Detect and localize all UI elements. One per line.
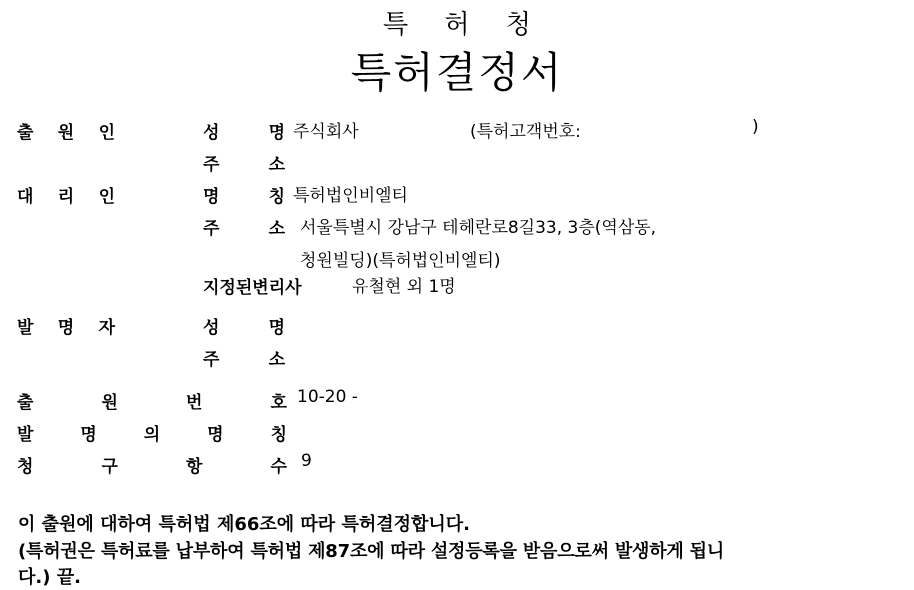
- claims-count: 9: [301, 451, 312, 471]
- inventor-name-label: 성 명: [203, 318, 285, 338]
- office-name: 특 허 청: [383, 10, 545, 40]
- customer-number-label: (특허고객번호:: [470, 122, 581, 142]
- claims-count-label: 청 구 항 수: [17, 457, 287, 477]
- attorney-label: 지정된변리사: [203, 278, 302, 298]
- decision-line-1: 이 출원에 대하여 특허법 제66조에 따라 특허결정합니다.: [18, 514, 471, 535]
- applicant-label: 출 원 인: [17, 123, 115, 143]
- customer-number-close: ): [752, 117, 759, 137]
- inventor-label: 발 명 자: [17, 318, 115, 338]
- document-title: 특허결정서: [350, 48, 564, 97]
- agent-name-label: 명 칭: [203, 187, 285, 207]
- inventor-address-label: 주 소: [203, 350, 285, 370]
- applicant-name: 주식회사: [293, 122, 359, 142]
- agent-address-line1: 서울특별시 강남구 테헤란로8길33, 3층(역삼동,: [300, 218, 657, 238]
- decision-line-3: 다.) 끝.: [18, 567, 81, 588]
- decision-line-2: (특허권은 특허료를 납부하여 특허법 제87조에 따라 설정등록을 받음으로써 발생하게 됩니: [18, 541, 725, 562]
- application-number: 10-20 -: [297, 387, 358, 407]
- agent-name: 특허법인비엘티: [293, 186, 408, 206]
- attorney-name: 유철현 외 1명: [352, 277, 456, 297]
- invention-title-label: 발 명 의 명 칭: [17, 425, 287, 445]
- agent-address-line2: 청원빌딩)(특허법인비엘티): [300, 251, 501, 271]
- agent-address-label: 주 소: [203, 219, 285, 239]
- application-number-label: 출 원 번 호: [17, 393, 287, 413]
- applicant-address-label: 주 소: [203, 155, 285, 175]
- applicant-name-label: 성 명: [203, 123, 285, 143]
- agent-label: 대 리 인: [17, 187, 115, 207]
